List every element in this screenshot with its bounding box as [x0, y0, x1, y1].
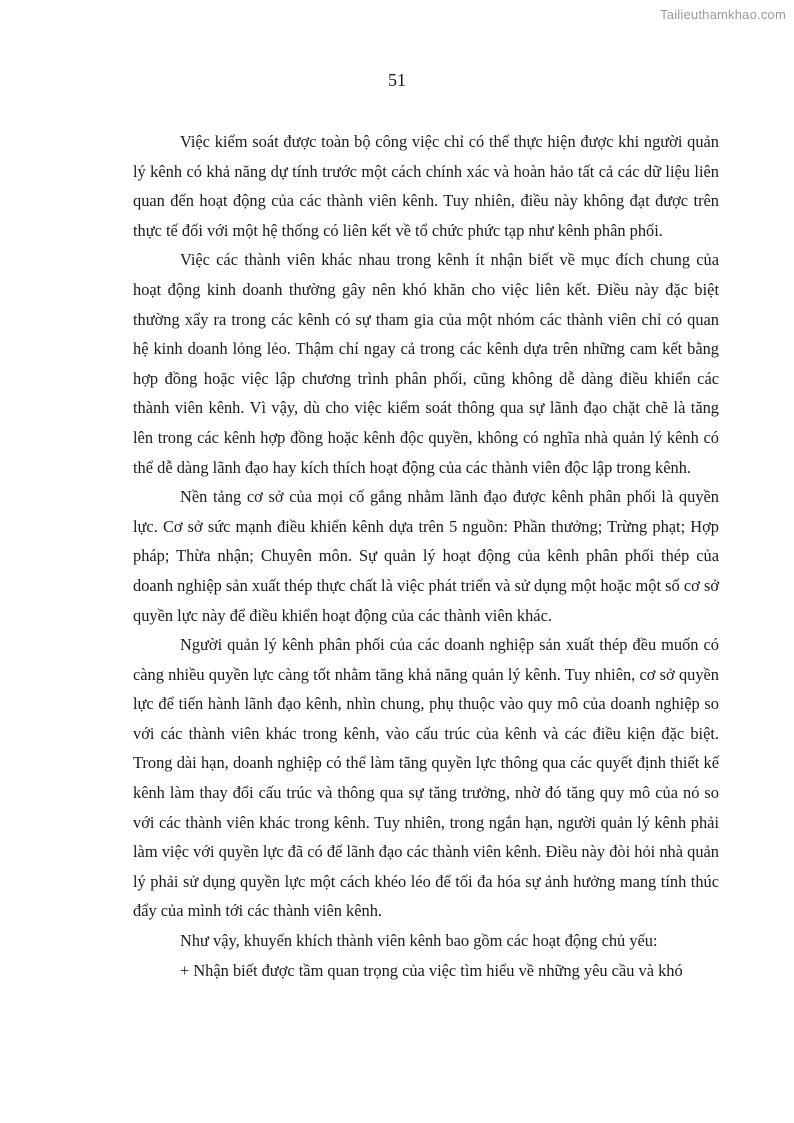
paragraph-5: Như vậy, khuyến khích thành viên kênh bao gồm các hoạt động chủ yếu: — [180, 931, 658, 951]
document-body — [133, 127, 719, 985]
page-number: 51 — [388, 70, 406, 90]
paragraph-1: Việc kiểm soát được toàn bộ công việc chỉ có thể thực hiện được khi người quản lý kênh có khả năng dự tính trước một cách chính xác và hoàn hảo tất cả các dữ liệu liên quan đến hoạt động của các thành viên kênh. Tuy nhiên, điều này không đạt được trên thực tế đối với một hệ thống có liên kết về tổ chức phức tạp như kênh phân phối. — [133, 132, 719, 240]
watermark-text: Tailieuthamkhao.com — [660, 7, 786, 22]
paragraph-4: Người quản lý kênh phân phối của các doanh nghiệp sản xuất thép đều muốn có càng nhiều quyền lực càng tốt nhằm tăng khả năng quản lý kênh. Tuy nhiên, cơ sở quyền lực để tiến hành lãnh đạo kênh, nhìn chung, phụ thuộc vào quy mô của doanh nghiệp so với các thành viên khác trong kênh, vào cấu trúc của kênh và các điều kiện đặc biệt. Trong dài hạn, doanh nghiệp có thể làm tăng quyền lực thông qua các quyết định thiết kế kênh làm thay đổi cấu trúc và thông qua sự tăng trưởng, nhờ đó tăng quy mô của nó so với các thành viên khác trong kênh. Tuy nhiên, trong ngắn hạn, người quản lý kênh phải làm việc với quyền lực đã có để lãnh đạo các thành viên kênh. Điều này đòi hỏi nhà quản lý phải sử dụng quyền lực một cách khéo léo để tối đa hóa sự ảnh hưởng mang tính thúc đẩy của mình tới các thành viên kênh. — [133, 635, 719, 921]
paragraph-3: Nền tảng cơ sở của mọi cố gắng nhằm lãnh đạo được kênh phân phối là quyền lực. Cơ sở sức mạnh điều khiển kênh dựa trên 5 nguồn: Phần thưởng; Trừng phạt; Hợp pháp; Thừa nhận; Chuyên môn. Sự quản lý hoạt động của kênh phân phối thép của doanh nghiệp sản xuất thép thực chất là việc phát triển và sử dụng một hoặc một số cơ sở quyền lực này để điều khiển hoạt động của các thành viên khác. — [133, 487, 719, 625]
paragraph-2: Việc các thành viên khác nhau trong kênh ít nhận biết về mục đích chung của hoạt động kinh doanh thường gây nên khó khăn cho việc liên kết. Điều này đặc biệt thường xẩy ra trong các kênh có sự tham gia của một nhóm các thành viên chỉ có quan hệ kinh doanh lỏng lẻo. Thậm chí ngay cả trong các kênh dựa trên những cam kết bằng hợp đồng hoặc việc lập chương trình phân phối, cũng không dễ dàng điều khiển các thành viên kênh. Vì vậy, dù cho việc kiểm soát thông qua sự lãnh đạo chặt chẽ là tăng lên trong các kênh hợp đồng hoặc kênh độc quyền, không có nghĩa nhà quản lý kênh có thể dễ dàng lãnh đạo hay kích thích hoạt động của các thành viên độc lập trong kênh. — [133, 250, 719, 477]
paragraph-6: + Nhận biết được tầm quan trọng của việc tìm hiểu về những yêu cầu và khó — [180, 960, 683, 980]
